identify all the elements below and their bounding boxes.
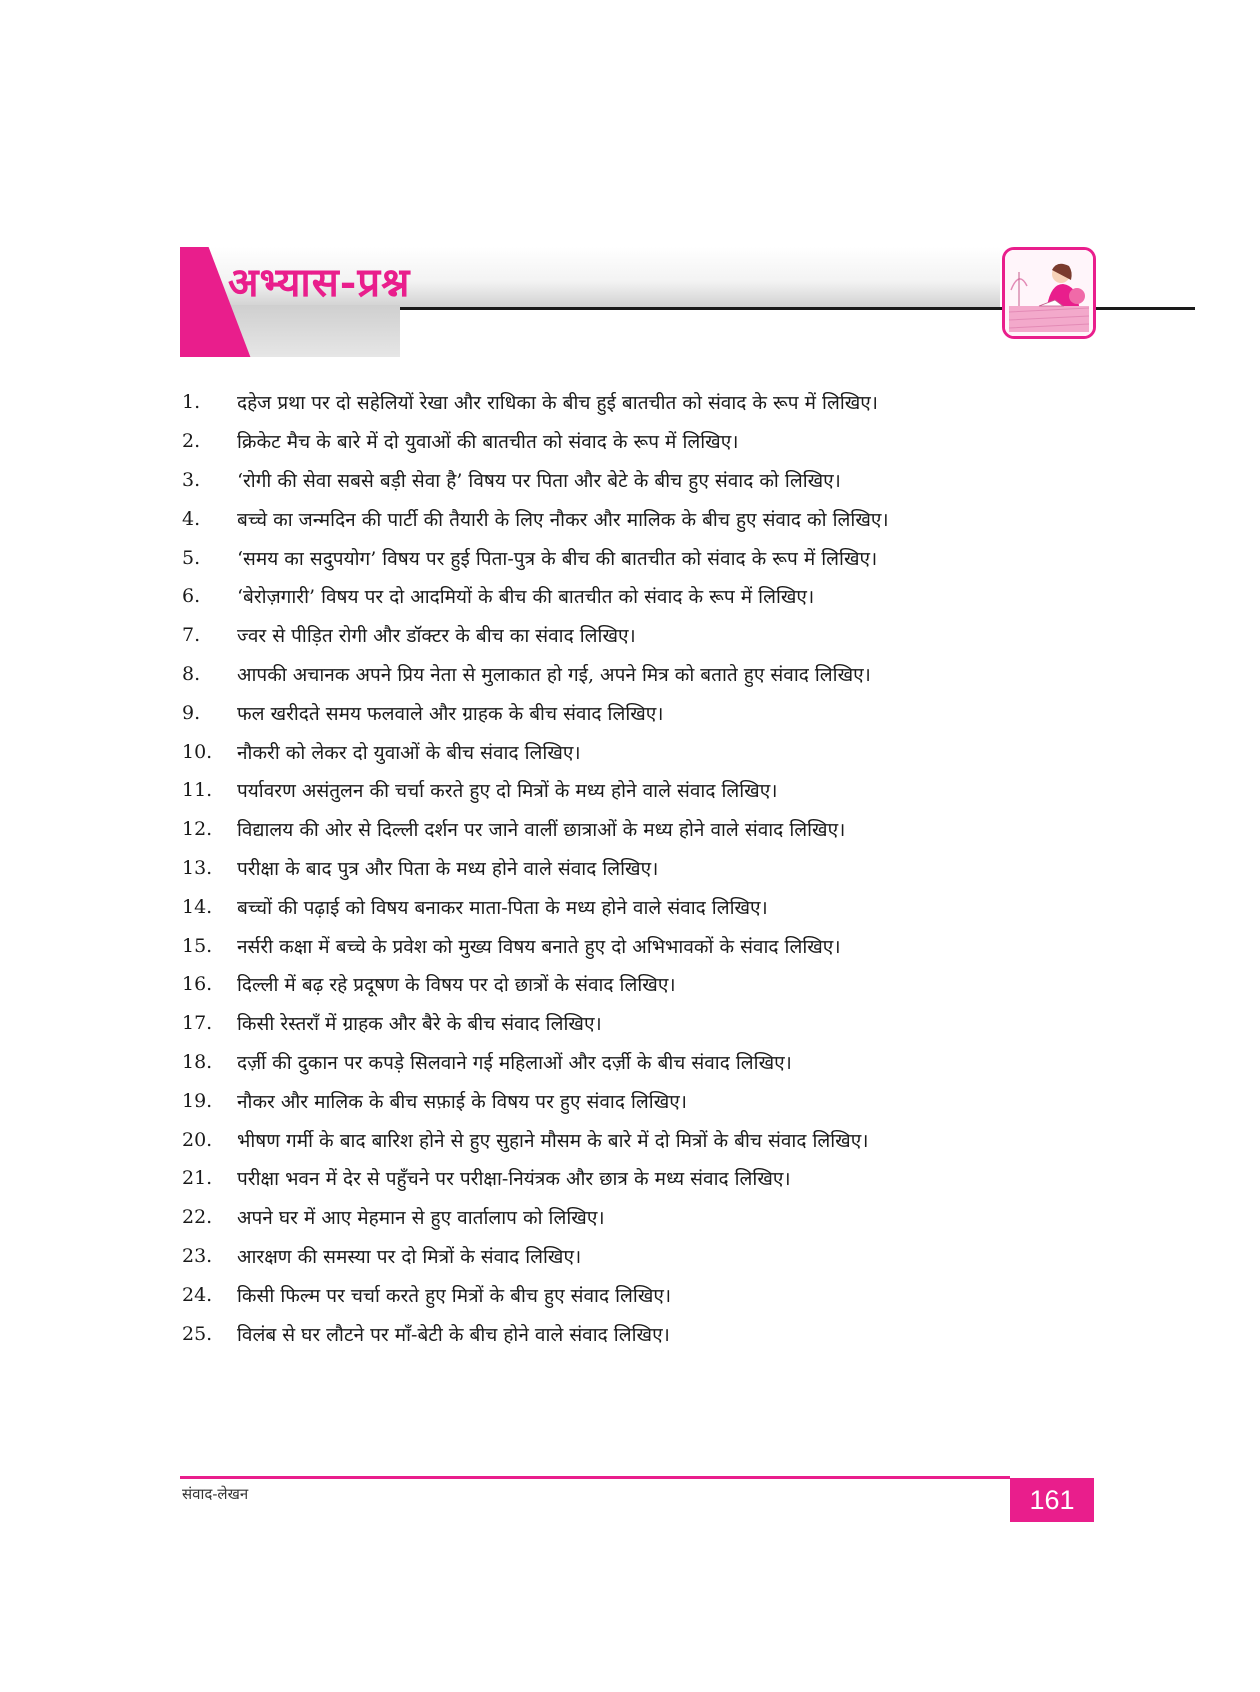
question-number: 18. bbox=[182, 1050, 213, 1073]
list-item bbox=[182, 499, 1082, 538]
question-number: 7. bbox=[182, 624, 201, 647]
question-text: विलंब से घर लौटने पर माँ-बेटी के बीच होने वाले संवाद लिखिए। bbox=[237, 1323, 670, 1346]
question-number: 16. bbox=[182, 973, 213, 996]
question-number: 17. bbox=[182, 1012, 213, 1035]
page-number-badge bbox=[1010, 1478, 1094, 1522]
question-number: 1. bbox=[182, 391, 201, 414]
question-number: 13. bbox=[182, 856, 213, 879]
list-item bbox=[182, 1081, 1082, 1120]
question-number: 2. bbox=[182, 430, 201, 453]
section-heading: अभ्यास-प्रश्न bbox=[228, 259, 411, 306]
question-number: 24. bbox=[182, 1283, 213, 1306]
question-text: बच्चे का जन्मदिन की पार्टी की तैयारी के लिए नौकर और मालिक के बीच हुए संवाद को लिखिए। bbox=[237, 508, 889, 531]
question-text: विद्यालय की ओर से दिल्ली दर्शन पर जाने वालीं छात्राओं के मध्य होने वाले संवाद लिखिए। bbox=[237, 819, 846, 842]
list-item bbox=[182, 693, 1082, 732]
list-item bbox=[182, 1198, 1082, 1237]
list-item bbox=[182, 810, 1082, 849]
question-number: 10. bbox=[182, 740, 213, 763]
question-number: 20. bbox=[182, 1128, 213, 1151]
list-item bbox=[182, 1004, 1082, 1043]
list-item bbox=[182, 422, 1082, 461]
question-text: परीक्षा भवन में देर से पहुँचने पर परीक्षा-नियंत्रक और छात्र के मध्य संवाद लिखिए। bbox=[237, 1168, 791, 1191]
question-text: अपने घर में आए मेहमान से हुए वार्तालाप को लिखिए। bbox=[237, 1207, 605, 1230]
list-item bbox=[182, 926, 1082, 965]
list-item bbox=[182, 616, 1082, 655]
list-item bbox=[182, 1237, 1082, 1276]
question-text: भीषण गर्मी के बाद बारिश होने से हुए सुहाने मौसम के बारे में दो मित्रों के बीच संवाद लिखिए। bbox=[237, 1129, 869, 1152]
question-number: 21. bbox=[182, 1167, 213, 1190]
question-number: 25. bbox=[182, 1322, 213, 1345]
list-item bbox=[182, 383, 1082, 422]
question-number: 9. bbox=[182, 701, 201, 724]
list-item bbox=[182, 1314, 1082, 1353]
list-item bbox=[182, 577, 1082, 616]
list-item bbox=[182, 461, 1082, 500]
question-number: 6. bbox=[182, 585, 201, 608]
question-text: किसी फिल्म पर चर्चा करते हुए मित्रों के बीच हुए संवाद लिखिए। bbox=[237, 1284, 672, 1307]
question-number: 3. bbox=[182, 468, 201, 491]
question-text: ज्वर से पीड़ित रोगी और डॉक्टर के बीच का संवाद लिखिए। bbox=[237, 625, 636, 648]
question-text: ‘समय का सदुपयोग’ विषय पर हुई पिता-पुत्र के बीच की बातचीत को संवाद के रूप में लिखिए। bbox=[237, 547, 878, 570]
question-number: 11. bbox=[182, 779, 213, 802]
list-item bbox=[182, 849, 1082, 888]
girl-writing-illustration-icon bbox=[1002, 247, 1096, 339]
list-item bbox=[182, 732, 1082, 771]
question-text: बच्चों की पढ़ाई को विषय बनाकर माता-पिता के मध्य होने वाले संवाद लिखिए। bbox=[237, 896, 768, 919]
question-number: 8. bbox=[182, 662, 201, 685]
list-item bbox=[182, 771, 1082, 810]
question-number: 4. bbox=[182, 507, 201, 530]
question-text: नौकरी को लेकर दो युवाओं के बीच संवाद लिखिए। bbox=[237, 741, 581, 764]
list-item bbox=[182, 1043, 1082, 1082]
question-number: 15. bbox=[182, 934, 213, 957]
question-number: 14. bbox=[182, 895, 213, 918]
question-list bbox=[182, 383, 1082, 1353]
question-text: फल खरीदते समय फलवाले और ग्राहक के बीच संवाद लिखिए। bbox=[237, 702, 664, 725]
section-banner bbox=[180, 247, 1090, 357]
list-item bbox=[182, 538, 1082, 577]
footer-chapter-title: संवाद-लेखन bbox=[182, 1485, 249, 1503]
question-text: ‘बेरोज़गारी’ विषय पर दो आदमियों के बीच की बातचीत को संवाद के रूप में लिखिए। bbox=[237, 586, 815, 609]
question-text: ‘रोगी की सेवा सबसे बड़ी सेवा है’ विषय पर पिता और बेटे के बीच हुए संवाद को लिखिए। bbox=[237, 469, 841, 492]
list-item bbox=[182, 1159, 1082, 1198]
question-text: आपकी अचानक अपने प्रिय नेता से मुलाकात हो गई, अपने मित्र को बताते हुए संवाद लिखिए। bbox=[237, 663, 871, 686]
list-item bbox=[182, 1120, 1082, 1159]
footer-rule bbox=[180, 1476, 1010, 1479]
list-item bbox=[182, 655, 1082, 694]
question-text: पर्यावरण असंतुलन की चर्चा करते हुए दो मित्रों के मध्य होने वाले संवाद लिखिए। bbox=[237, 780, 778, 803]
question-number: 23. bbox=[182, 1244, 213, 1267]
question-number: 22. bbox=[182, 1206, 213, 1229]
question-text: किसी रेस्तराँ में ग्राहक और बैरे के बीच संवाद लिखिए। bbox=[237, 1013, 602, 1036]
question-number: 12. bbox=[182, 818, 213, 841]
question-text: क्रिकेट मैच के बारे में दो युवाओं की बातचीत को संवाद के रूप में लिखिए। bbox=[237, 431, 739, 454]
question-text: दहेज प्रथा पर दो सहेलियों रेखा और राधिका के बीच हुई बातचीत को संवाद के रूप में लिखिए। bbox=[237, 392, 879, 415]
question-text: दर्ज़ी की दुकान पर कपड़े सिलवाने गई महिलाओं और दर्ज़ी के बीच संवाद लिखिए। bbox=[237, 1051, 792, 1074]
page-number: 161 bbox=[1029, 1484, 1075, 1515]
question-number: 19. bbox=[182, 1089, 213, 1112]
list-item bbox=[182, 887, 1082, 926]
question-text: आरक्षण की समस्या पर दो मित्रों के संवाद लिखिए। bbox=[237, 1245, 582, 1268]
question-text: नर्सरी कक्षा में बच्चे के प्रवेश को मुख्य विषय बनाते हुए दो अभिभावकों के संवाद लिखिए। bbox=[237, 935, 841, 958]
question-text: परीक्षा के बाद पुत्र और पिता के मध्य होने वाले संवाद लिखिए। bbox=[237, 857, 659, 880]
question-text: नौकर और मालिक के बीच सफ़ाई के विषय पर हुए संवाद लिखिए। bbox=[237, 1090, 687, 1113]
question-number: 5. bbox=[182, 546, 201, 569]
list-item bbox=[182, 965, 1082, 1004]
question-text: दिल्ली में बढ़ रहे प्रदूषण के विषय पर दो छात्रों के संवाद लिखिए। bbox=[237, 974, 676, 997]
list-item bbox=[182, 1275, 1082, 1314]
